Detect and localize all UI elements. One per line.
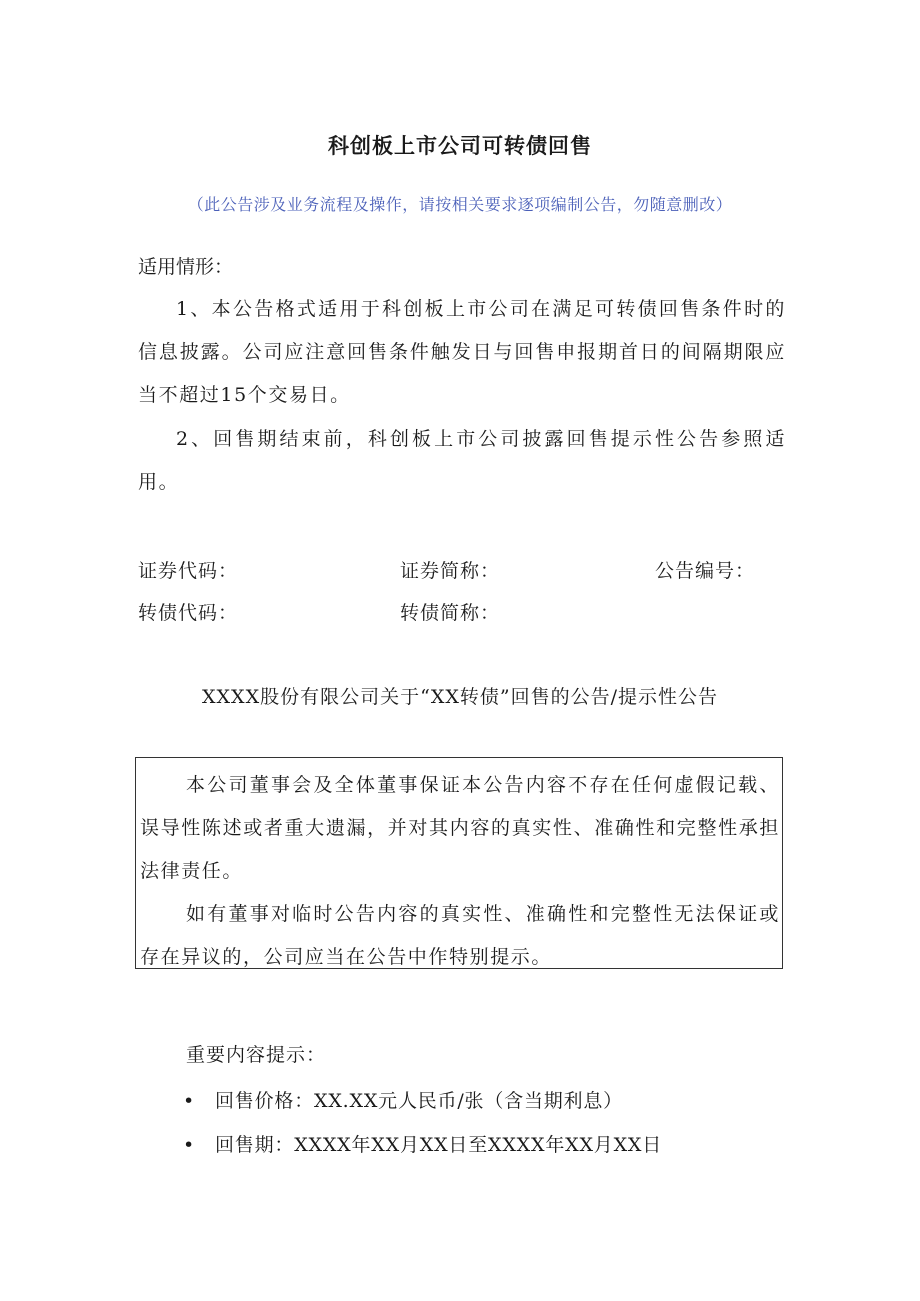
highlight-item-price bbox=[183, 1086, 623, 1113]
highlight-text: 回售期：XXXX年XX月XX日至XXXX年XX月XX日 bbox=[215, 1134, 663, 1156]
applicability-heading: 适用情形： bbox=[138, 256, 234, 278]
declaration-paragraph: 本公司董事会及全体董事保证本公告内容不存在任何虚假记载、误导性陈述或者重大遗漏，并对其内容的真实性、准确性和完整性承担法律责任。 bbox=[140, 774, 780, 882]
applicability-item-1: 1、本公告格式适用于科创板上市公司在满足可转债回售条件时的信息披露。公司应注意回售条件触发日与回售申报期首日的间隔期限应当不超过15个交易日。 bbox=[138, 298, 786, 406]
highlight-item-period bbox=[183, 1130, 662, 1157]
bond-abbr-label: 转债简称： bbox=[400, 602, 501, 624]
announcement-title: XXXX股份有限公司关于“XX转债”回售的公告/提示性公告 bbox=[202, 686, 718, 708]
bullet-icon: • bbox=[183, 1090, 196, 1112]
declaration-paragraph: 如有董事对临时公告内容的真实性、准确性和完整性无法保证或存在异议的，公司应当在公告中作特别提示。 bbox=[140, 903, 780, 968]
security-abbr-label: 证券简称： bbox=[400, 560, 501, 582]
bullet-icon: • bbox=[183, 1134, 196, 1156]
highlight-text: 回售价格：XX.XX元人民币/张（含当期利息） bbox=[215, 1090, 623, 1112]
page-title: 科创板上市公司可转债回售 bbox=[328, 134, 592, 158]
declaration-box bbox=[135, 757, 783, 969]
highlights-heading: 重要内容提示： bbox=[186, 1044, 327, 1066]
page-note: （此公告涉及业务流程及操作，请按相关要求逐项编制公告，勿随意删改） bbox=[187, 195, 733, 214]
security-code-label: 证券代码： bbox=[138, 560, 239, 582]
bond-code-label: 转债代码： bbox=[138, 602, 239, 624]
applicability-item-2: 2、回售期结束前，科创板上市公司披露回售提示性公告参照适用。 bbox=[138, 428, 786, 493]
announcement-no-label: 公告编号： bbox=[655, 560, 756, 582]
